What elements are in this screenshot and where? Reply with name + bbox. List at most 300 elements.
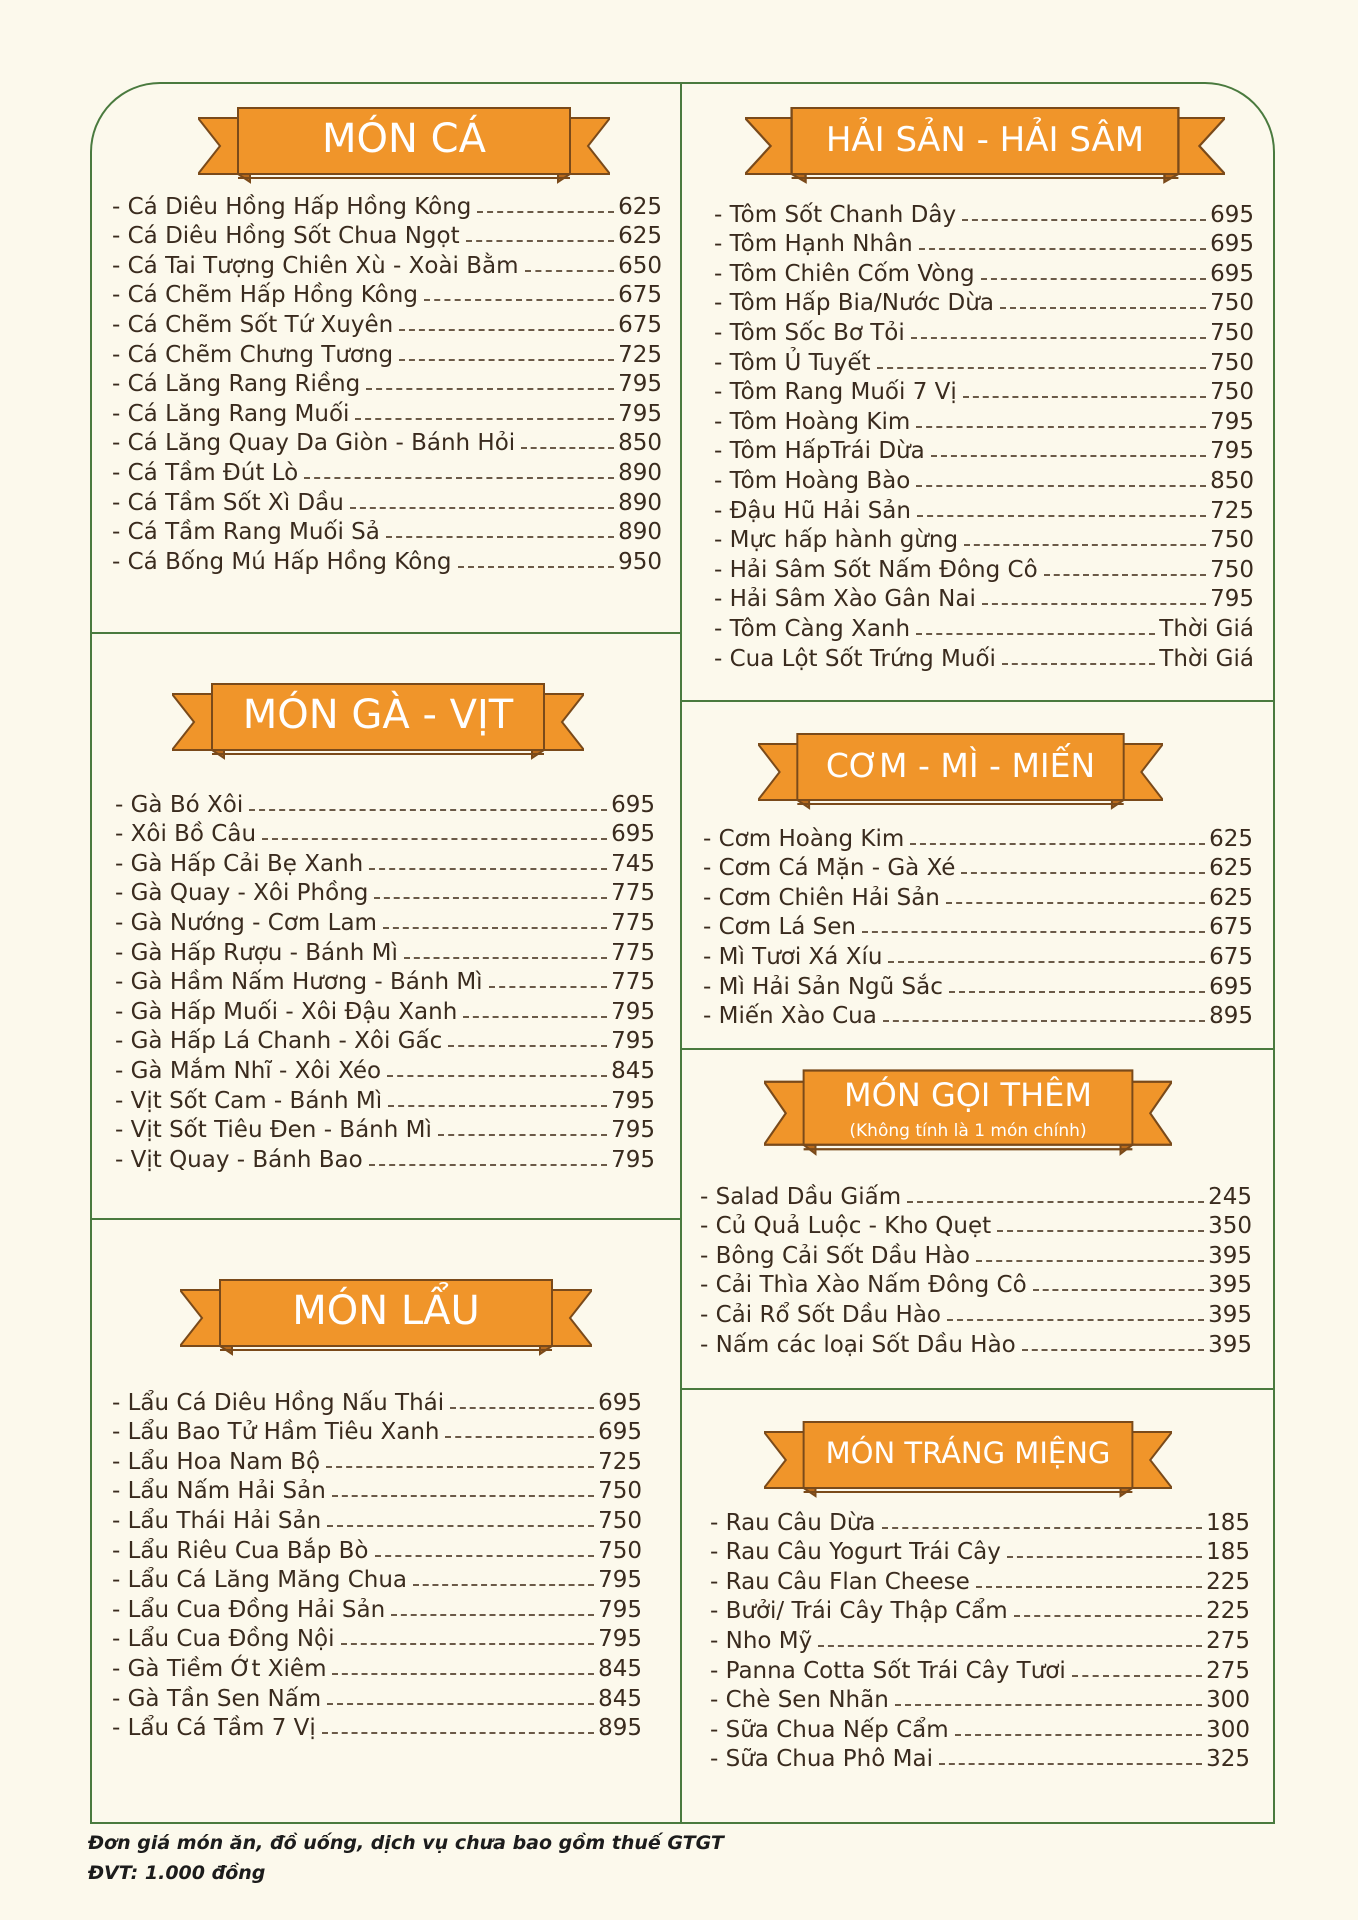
item-price: 890 bbox=[618, 519, 662, 546]
dot-leader bbox=[1000, 307, 1206, 309]
menu-item bbox=[112, 1386, 642, 1416]
item-price: 795 bbox=[611, 1087, 655, 1114]
menu-item bbox=[700, 1328, 1252, 1358]
section-banner-hai-san bbox=[745, 104, 1225, 184]
menu-item bbox=[112, 1712, 642, 1742]
divider bbox=[682, 700, 1275, 702]
dot-leader bbox=[931, 455, 1206, 457]
divider bbox=[682, 1388, 1275, 1390]
item-name: - Gà Nướng - Cơm Lam bbox=[115, 909, 377, 936]
item-price: 185 bbox=[1206, 1509, 1250, 1536]
menu-item bbox=[115, 1025, 655, 1055]
item-name: - Gà Hấp Muối - Xôi Đậu Xanh bbox=[115, 998, 458, 1025]
menu-item bbox=[112, 368, 662, 398]
column-divider bbox=[680, 82, 682, 1824]
item-price: 895 bbox=[1209, 1003, 1253, 1030]
menu-item bbox=[112, 1416, 642, 1446]
item-price: 795 bbox=[598, 1596, 642, 1623]
item-price: 300 bbox=[1206, 1716, 1250, 1743]
dot-leader bbox=[404, 957, 607, 959]
item-name: - Tôm Sốc Bơ Tỏi bbox=[714, 319, 905, 346]
dot-leader bbox=[366, 388, 614, 390]
menu-item bbox=[112, 1534, 642, 1564]
dot-leader bbox=[976, 1260, 1204, 1262]
section-banner-lau bbox=[180, 1276, 592, 1356]
menu-item bbox=[703, 911, 1253, 941]
menu-item bbox=[714, 553, 1254, 583]
item-name: - Gà Mắm Nhĩ - Xôi Xéo bbox=[115, 1057, 382, 1084]
menu-item bbox=[112, 1504, 642, 1534]
item-price: 695 bbox=[1210, 231, 1254, 258]
dot-leader bbox=[322, 1732, 594, 1734]
menu-item bbox=[710, 1595, 1250, 1625]
menu-item bbox=[714, 228, 1254, 258]
item-price: 695 bbox=[611, 821, 655, 848]
dot-leader bbox=[341, 1643, 595, 1645]
menu-item bbox=[700, 1239, 1252, 1269]
dot-leader bbox=[374, 897, 607, 899]
item-price: 845 bbox=[598, 1685, 642, 1712]
item-name: - Lẩu Riêu Cua Bắp Bò bbox=[112, 1537, 369, 1564]
item-name: - Cơm Chiên Hải Sản bbox=[703, 884, 940, 911]
menu-item bbox=[710, 1654, 1250, 1684]
item-price: 695 bbox=[611, 791, 655, 818]
item-price: 395 bbox=[1208, 1331, 1252, 1358]
dot-leader bbox=[424, 299, 614, 301]
menu-item bbox=[714, 524, 1254, 554]
menu-item bbox=[714, 316, 1254, 346]
dot-leader bbox=[882, 1527, 1203, 1529]
item-name: - Lẩu Cua Đồng Nội bbox=[112, 1626, 335, 1653]
menu-item bbox=[115, 936, 655, 966]
menu-item bbox=[112, 338, 662, 368]
menu-item bbox=[710, 1536, 1250, 1566]
dot-leader bbox=[982, 603, 1206, 605]
item-name: - Bông Cải Sốt Dầu Hào bbox=[700, 1242, 970, 1269]
item-price: 795 bbox=[611, 1028, 655, 1055]
dot-leader bbox=[1022, 1349, 1204, 1351]
item-price: 625 bbox=[618, 193, 662, 220]
item-price: 185 bbox=[1206, 1539, 1250, 1566]
item-price: 850 bbox=[1210, 467, 1254, 494]
tax-note: Đơn giá món ăn, đồ uống, dịch vụ chưa bao gồm thuế GTGT bbox=[88, 1832, 724, 1854]
dot-leader bbox=[916, 426, 1206, 428]
item-name: - Cá Lăng Rang Muối bbox=[112, 400, 350, 427]
item-name: - Tôm Hoàng Bào bbox=[714, 467, 911, 494]
item-name: - Đậu Hũ Hải Sản bbox=[714, 497, 911, 524]
menu-item bbox=[714, 612, 1254, 642]
item-name: - Cá Tầm Rang Muối Sả bbox=[112, 519, 380, 546]
dot-leader bbox=[877, 367, 1207, 369]
item-name: - Cua Lột Sốt Trứng Muối bbox=[714, 645, 996, 672]
item-name: - Lẩu Cá Tầm 7 Vị bbox=[112, 1715, 316, 1742]
item-name: - Cá Chẽm Hấp Hồng Kông bbox=[112, 282, 418, 309]
item-price: 895 bbox=[598, 1715, 642, 1742]
menu-item bbox=[112, 279, 662, 309]
dot-leader bbox=[304, 477, 614, 479]
item-name: - Cá Bống Mú Hấp Hồng Kông bbox=[112, 548, 452, 575]
item-price: 750 bbox=[1210, 379, 1254, 406]
menu-item bbox=[714, 435, 1254, 465]
divider bbox=[682, 1048, 1275, 1050]
dot-leader bbox=[818, 1645, 1202, 1647]
item-name: - Cá Chẽm Chưng Tương bbox=[112, 341, 394, 368]
dot-leader bbox=[964, 544, 1206, 546]
item-price: 275 bbox=[1206, 1657, 1250, 1684]
dot-leader bbox=[391, 1614, 594, 1616]
menu-list-hai-san bbox=[714, 198, 1254, 672]
dot-leader bbox=[1072, 1675, 1202, 1677]
item-name: - Cá Tai Tượng Chiên Xù - Xoài Bằm bbox=[112, 252, 519, 279]
item-name: - Chè Sen Nhãn bbox=[710, 1687, 889, 1714]
item-name: - Tôm Rang Muối 7 Vị bbox=[714, 379, 957, 406]
dot-leader bbox=[1007, 1556, 1202, 1558]
item-name: - Cơm Cá Mặn - Gà Xé bbox=[703, 855, 956, 882]
item-price: 625 bbox=[1209, 825, 1253, 852]
item-name: - Tôm Hoàng Kim bbox=[714, 408, 911, 435]
item-price: 775 bbox=[611, 880, 655, 907]
menu-list-com bbox=[703, 822, 1253, 1029]
menu-item bbox=[112, 308, 662, 338]
dot-leader bbox=[489, 986, 608, 988]
item-price: 795 bbox=[1210, 586, 1254, 613]
item-price: 750 bbox=[598, 1478, 642, 1505]
menu-item bbox=[115, 847, 655, 877]
divider bbox=[90, 1218, 682, 1220]
dot-leader bbox=[955, 1734, 1202, 1736]
item-name: - Rau Câu Dừa bbox=[710, 1509, 876, 1536]
item-name: - Gà Hầm Nấm Hương - Bánh Mì bbox=[115, 969, 483, 996]
menu-item bbox=[714, 405, 1254, 435]
item-name: - Gà Quay - Xôi Phồng bbox=[115, 880, 369, 907]
menu-item bbox=[714, 494, 1254, 524]
menu-list-ca bbox=[112, 190, 662, 575]
menu-item bbox=[112, 456, 662, 486]
item-name: - Rau Câu Yogurt Trái Cây bbox=[710, 1539, 1001, 1566]
dot-leader bbox=[438, 1134, 607, 1136]
menu-item bbox=[115, 966, 655, 996]
item-name: - Salad Dầu Giấm bbox=[700, 1183, 902, 1210]
item-price: Thời Giá bbox=[1159, 615, 1254, 642]
menu-item bbox=[112, 1564, 642, 1594]
item-price: 225 bbox=[1206, 1598, 1250, 1625]
item-name: - Lẩu Hoa Nam Bộ bbox=[112, 1448, 321, 1475]
dot-leader bbox=[949, 991, 1205, 993]
menu-item bbox=[112, 516, 662, 546]
item-name: - Cải Rổ Sốt Dầu Hào bbox=[700, 1301, 941, 1328]
item-price: 695 bbox=[1210, 201, 1254, 228]
dot-leader bbox=[399, 359, 614, 361]
item-price: 890 bbox=[618, 459, 662, 486]
item-price: 750 bbox=[1210, 319, 1254, 346]
dot-leader bbox=[862, 931, 1205, 933]
item-name: - Xôi Bồ Câu bbox=[115, 821, 257, 848]
menu-item bbox=[710, 1565, 1250, 1595]
item-price: 695 bbox=[1209, 973, 1253, 1000]
item-name: - Hải Sâm Xào Gân Nai bbox=[714, 586, 976, 613]
menu-item bbox=[714, 464, 1254, 494]
dot-leader bbox=[399, 329, 614, 331]
menu-item bbox=[700, 1180, 1252, 1210]
item-price: 675 bbox=[1209, 943, 1253, 970]
dot-leader bbox=[907, 1201, 1204, 1203]
item-price: 795 bbox=[598, 1626, 642, 1653]
item-price: 845 bbox=[598, 1655, 642, 1682]
item-price: 725 bbox=[618, 341, 662, 368]
menu-item bbox=[703, 940, 1253, 970]
menu-list-trang-mieng bbox=[710, 1506, 1250, 1772]
menu-item bbox=[714, 346, 1254, 376]
menu-item bbox=[703, 970, 1253, 1000]
item-price: 225 bbox=[1206, 1568, 1250, 1595]
dot-leader bbox=[383, 927, 607, 929]
menu-item bbox=[112, 1475, 642, 1505]
item-price: 750 bbox=[1210, 290, 1254, 317]
dot-leader bbox=[262, 838, 607, 840]
section-title: MÓN TRÁNG MIỆNG bbox=[825, 1436, 1111, 1470]
menu-item bbox=[714, 257, 1254, 287]
item-price: Thời Giá bbox=[1159, 645, 1254, 672]
dot-leader bbox=[916, 485, 1206, 487]
menu-item bbox=[703, 881, 1253, 911]
dot-leader bbox=[355, 418, 614, 420]
menu-item bbox=[700, 1210, 1252, 1240]
menu-item bbox=[112, 427, 662, 457]
item-name: - Lẩu Thái Hải Sản bbox=[112, 1507, 322, 1534]
menu-item bbox=[700, 1269, 1252, 1299]
item-name: - Gà Tần Sen Nấm bbox=[112, 1685, 322, 1712]
section-banner-com bbox=[758, 730, 1163, 810]
item-name: - Bưởi/ Trái Cây Thập Cẩm bbox=[710, 1598, 1008, 1625]
menu-item bbox=[115, 877, 655, 907]
item-price: 695 bbox=[598, 1419, 642, 1446]
item-price: 695 bbox=[598, 1389, 642, 1416]
dot-leader bbox=[910, 843, 1205, 845]
item-name: - Hải Sâm Sốt Nấm Đông Cô bbox=[714, 556, 1038, 583]
item-price: 795 bbox=[611, 1146, 655, 1173]
dot-leader bbox=[521, 447, 614, 449]
item-name: - Vịt Quay - Bánh Bao bbox=[115, 1146, 363, 1173]
dot-leader bbox=[450, 1407, 594, 1409]
item-price: 695 bbox=[1210, 260, 1254, 287]
item-name: - Mì Tươi Xá Xíu bbox=[703, 943, 883, 970]
menu-item bbox=[703, 1000, 1253, 1030]
menu-item bbox=[710, 1743, 1250, 1773]
item-name: - Panna Cotta Sốt Trái Cây Tươi bbox=[710, 1657, 1066, 1684]
item-name: - Cá Tầm Đút Lò bbox=[112, 459, 299, 486]
item-name: - Mực hấp hành gừng bbox=[714, 527, 959, 554]
section-title: MÓN GỌI THÊM bbox=[844, 1076, 1092, 1114]
dot-leader bbox=[332, 1495, 594, 1497]
section-subtitle: (Không tính là 1 món chính) bbox=[849, 1121, 1087, 1141]
section-title: CƠM - MÌ - MIẾN bbox=[825, 746, 1096, 785]
menu-item bbox=[710, 1713, 1250, 1743]
item-name: - Tôm Ủ Tuyết bbox=[714, 349, 871, 376]
dot-leader bbox=[387, 1075, 607, 1077]
menu-item bbox=[710, 1684, 1250, 1714]
menu-item bbox=[710, 1624, 1250, 1654]
dot-leader bbox=[386, 536, 614, 538]
dot-leader bbox=[946, 902, 1205, 904]
dot-leader bbox=[369, 1164, 607, 1166]
item-name: - Gà Bó Xôi bbox=[115, 791, 244, 818]
dot-leader bbox=[895, 1704, 1202, 1706]
item-price: 950 bbox=[618, 548, 662, 575]
dot-leader bbox=[1044, 574, 1206, 576]
dot-leader bbox=[249, 809, 607, 811]
item-name: - Lẩu Nấm Hải Sản bbox=[112, 1478, 326, 1505]
menu-item bbox=[714, 583, 1254, 613]
item-name: - Cá Lăng Quay Da Giòn - Bánh Hỏi bbox=[112, 430, 516, 457]
item-price: 395 bbox=[1208, 1301, 1252, 1328]
dot-leader bbox=[1014, 1615, 1202, 1617]
item-name: - Tôm Hấp Bia/Nước Dừa bbox=[714, 290, 994, 317]
menu-item bbox=[115, 1084, 655, 1114]
item-price: 395 bbox=[1208, 1242, 1252, 1269]
item-price: 795 bbox=[618, 400, 662, 427]
dot-leader bbox=[445, 1436, 594, 1438]
dot-leader bbox=[888, 961, 1205, 963]
dot-leader bbox=[963, 396, 1206, 398]
dot-leader bbox=[375, 1555, 595, 1557]
menu-item bbox=[710, 1506, 1250, 1536]
menu-item bbox=[112, 397, 662, 427]
dot-leader bbox=[939, 1763, 1202, 1765]
item-price: 725 bbox=[598, 1448, 642, 1475]
item-price: 675 bbox=[618, 282, 662, 309]
menu-list-lau bbox=[112, 1386, 642, 1741]
item-name: - Nấm các loại Sốt Dầu Hào bbox=[700, 1331, 1016, 1358]
item-price: 750 bbox=[598, 1537, 642, 1564]
section-title: MÓN LẨU bbox=[292, 1288, 480, 1334]
item-price: 795 bbox=[611, 1117, 655, 1144]
item-price: 750 bbox=[1210, 556, 1254, 583]
item-name: - Lẩu Bao Tử Hầm Tiêu Xanh bbox=[112, 1419, 440, 1446]
dot-leader bbox=[1002, 663, 1155, 665]
item-price: 245 bbox=[1208, 1183, 1252, 1210]
unit-note: ĐVT: 1.000 đồng bbox=[88, 1862, 266, 1884]
item-name: - Mì Hải Sản Ngũ Sắc bbox=[703, 973, 943, 1000]
menu-item bbox=[115, 818, 655, 848]
menu-item bbox=[115, 1054, 655, 1084]
menu-item bbox=[112, 249, 662, 279]
item-price: 775 bbox=[611, 909, 655, 936]
item-name: - Cá Diêu Hồng Hấp Hồng Kông bbox=[112, 193, 472, 220]
item-name: - Lẩu Cá Diêu Hồng Nấu Thái bbox=[112, 1389, 445, 1416]
menu-item bbox=[714, 376, 1254, 406]
item-price: 625 bbox=[1209, 884, 1253, 911]
section-banner-goi-them bbox=[764, 1066, 1172, 1156]
item-name: - Lẩu Cá Lăng Măng Chua bbox=[112, 1567, 408, 1594]
divider bbox=[90, 632, 682, 634]
section-title: HẢI SẢN - HẢI SÂM bbox=[825, 120, 1145, 160]
menu-item bbox=[115, 906, 655, 936]
item-name: - Gà Hấp Rượu - Bánh Mì bbox=[115, 939, 398, 966]
item-price: 775 bbox=[611, 969, 655, 996]
item-name: - Sữa Chua Phô Mai bbox=[710, 1746, 933, 1773]
dot-leader bbox=[916, 633, 1155, 635]
menu-item bbox=[112, 545, 662, 575]
item-name: - Tôm Hạnh Nhân bbox=[714, 231, 913, 258]
menu-item bbox=[714, 287, 1254, 317]
item-name: - Vịt Sốt Cam - Bánh Mì bbox=[115, 1087, 383, 1114]
item-name: - Gà Tiềm Ớt Xiêm bbox=[112, 1655, 327, 1682]
item-price: 675 bbox=[1209, 914, 1253, 941]
dot-leader bbox=[919, 248, 1206, 250]
item-price: 795 bbox=[1210, 438, 1254, 465]
menu-item bbox=[703, 822, 1253, 852]
item-price: 725 bbox=[1210, 497, 1254, 524]
item-price: 750 bbox=[1210, 349, 1254, 376]
item-price: 675 bbox=[618, 311, 662, 338]
item-price: 625 bbox=[618, 223, 662, 250]
dot-leader bbox=[458, 566, 615, 568]
dot-leader bbox=[477, 211, 614, 213]
section-banner-ga-vit bbox=[172, 680, 584, 760]
dot-leader bbox=[997, 1230, 1204, 1232]
menu-item bbox=[112, 486, 662, 516]
item-name: - Cá Diêu Hồng Sốt Chua Ngọt bbox=[112, 223, 460, 250]
item-price: 795 bbox=[1210, 408, 1254, 435]
item-price: 300 bbox=[1206, 1687, 1250, 1714]
menu-item bbox=[115, 788, 655, 818]
menu-item bbox=[112, 1623, 642, 1653]
menu-item bbox=[115, 995, 655, 1025]
dot-leader bbox=[917, 515, 1206, 517]
item-name: - Cơm Lá Sen bbox=[703, 914, 857, 941]
dot-leader bbox=[388, 1105, 607, 1107]
item-name: - Cá Chẽm Sốt Tứ Xuyên bbox=[112, 311, 394, 338]
section-title: MÓN GÀ - VỊT bbox=[242, 692, 514, 738]
item-price: 845 bbox=[611, 1057, 655, 1084]
dot-leader bbox=[525, 270, 615, 272]
dot-leader bbox=[947, 1319, 1204, 1321]
menu-item bbox=[112, 190, 662, 220]
menu-item bbox=[112, 1593, 642, 1623]
item-price: 625 bbox=[1209, 855, 1253, 882]
dot-leader bbox=[463, 1016, 607, 1018]
item-name: - Gà Hấp Cải Bẹ Xanh bbox=[115, 850, 364, 877]
item-name: - Sữa Chua Nếp Cẩm bbox=[710, 1716, 949, 1743]
item-name: - Lẩu Cua Đồng Hải Sản bbox=[112, 1596, 386, 1623]
item-name: - Rau Câu Flan Cheese bbox=[710, 1568, 970, 1595]
menu-item bbox=[112, 1652, 642, 1682]
menu-item bbox=[112, 1445, 642, 1475]
item-name: - Tôm Chiên Cốm Vòng bbox=[714, 260, 975, 287]
menu-item bbox=[714, 642, 1254, 672]
dot-leader bbox=[976, 1586, 1202, 1588]
dot-leader bbox=[962, 219, 1206, 221]
dot-leader bbox=[961, 872, 1205, 874]
item-name: - Cải Thìa Xào Nấm Đông Cô bbox=[700, 1272, 1027, 1299]
dot-leader bbox=[327, 1703, 594, 1705]
item-price: 775 bbox=[611, 939, 655, 966]
dot-leader bbox=[326, 1466, 594, 1468]
item-price: 795 bbox=[598, 1567, 642, 1594]
item-price: 395 bbox=[1208, 1272, 1252, 1299]
item-name: - Miến Xào Cua bbox=[703, 1003, 877, 1030]
dot-leader bbox=[981, 278, 1207, 280]
item-price: 275 bbox=[1206, 1627, 1250, 1654]
item-name: - Gà Hấp Lá Chanh - Xôi Gấc bbox=[115, 1028, 443, 1055]
item-price: 325 bbox=[1206, 1746, 1250, 1773]
section-banner-trang-mieng bbox=[764, 1418, 1172, 1498]
menu-item bbox=[714, 198, 1254, 228]
dot-leader bbox=[448, 1045, 607, 1047]
section-title: MÓN CÁ bbox=[322, 116, 486, 162]
dot-leader bbox=[350, 507, 614, 509]
item-price: 750 bbox=[1210, 527, 1254, 554]
